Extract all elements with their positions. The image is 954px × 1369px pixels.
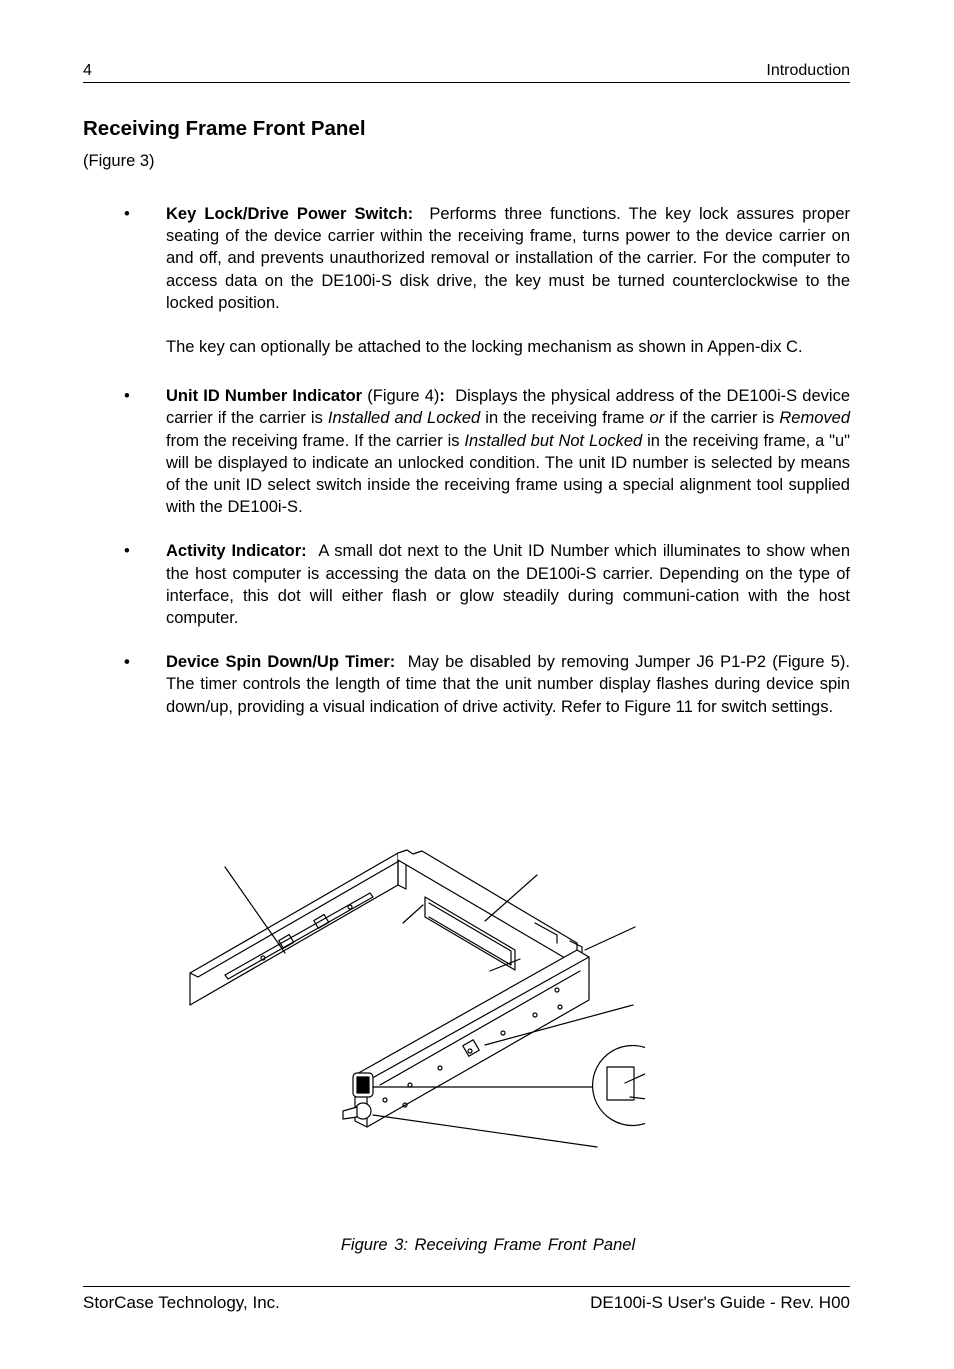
item-label: Device Spin Down/Up Timer: — [166, 653, 396, 672]
footer-company: StorCase Technology, Inc. — [83, 1293, 280, 1312]
list-item-unit-id — [124, 385, 851, 518]
item-text: if the carrier is — [664, 409, 780, 428]
section-name: Introduction — [766, 62, 850, 79]
bullet: • — [124, 653, 130, 672]
list-item-spin-timer — [124, 651, 850, 718]
item-label-suffix: (Figure 4) — [362, 387, 440, 406]
magnified-inset — [593, 1046, 645, 1126]
paragraph — [166, 651, 850, 718]
receiving-frame-illustration — [185, 845, 645, 1155]
item-emphasis: or — [649, 409, 665, 428]
section-title: Receiving Frame Front Panel — [83, 117, 366, 140]
item-emphasis: Installed and Locked — [327, 409, 481, 428]
bullet: • — [124, 387, 130, 406]
paragraph — [166, 385, 850, 518]
bullet: • — [124, 542, 130, 561]
page-header — [83, 62, 850, 83]
item-label: Unit ID Number Indicator — [166, 387, 363, 406]
list-item-key-lock — [124, 203, 850, 358]
item-text: in the receiving frame — [480, 409, 650, 428]
item-emphasis: Removed — [779, 409, 850, 428]
item-text: in the receiving frame, a "u" will be displayed to indicate an unlocked condition. The unit ID number is selected by means of the unit ID select switch inside the receiving frame using a special alignment tool supplied with the DE100i-S. — [166, 431, 850, 517]
item-text: Performs three functions. The key lock assures proper seating of the device carrier within the receiving frame, turns power to the device carrier on and off, and prevents unauthorized removal or installation of the carrier. For the computer to access data on the DE100i-S disk drive, the key must be turned counterclockwise to the locked position. — [166, 205, 850, 312]
paragraph — [166, 203, 850, 314]
bullet: • — [124, 205, 130, 223]
page-number: 4 — [83, 62, 92, 79]
figure-caption: Figure 3: Receiving Frame Front Panel — [340, 1236, 636, 1254]
item-text: May be disabled by removing Jumper J6 P1-P2 (Figure 5). The timer controls the length of time that the unit number display flashes during device spin down/up, providing a visual indication of drive activity. Refer to Figure 11 for switch settings. — [166, 653, 850, 716]
item-emphasis: Installed but Not Locked — [464, 431, 643, 450]
paragraph-continuation: The key can optionally be attached to the locking mechanism as shown in Appen-dix C. — [166, 338, 803, 357]
item-text: from the receiving frame. If the carrier is — [166, 431, 465, 450]
item-text: Displays the physical address of the DE100i-S device carrier if the carrier is — [166, 387, 851, 428]
item-colon: : — [439, 387, 445, 406]
list-item-activity — [124, 540, 851, 629]
page-footer — [83, 1286, 850, 1312]
item-text: A small dot next to the Unit ID Number which illuminates to show when the host computer is accessing the data on the DE100i-S carrier. Depending on the type of interface, this dot will either flash or glow steadily during communi-cation with the host computer. — [166, 542, 851, 628]
bullet-list — [124, 203, 851, 718]
footer-document: DE100i-S User's Guide - Rev. H00 — [590, 1293, 850, 1312]
left-rail — [190, 853, 398, 1005]
item-label: Activity Indicator: — [166, 542, 307, 561]
item-label: Key Lock/Drive Power Switch: — [166, 205, 414, 223]
paragraph — [166, 540, 850, 629]
figure-reference: (Figure 3) — [83, 152, 155, 170]
